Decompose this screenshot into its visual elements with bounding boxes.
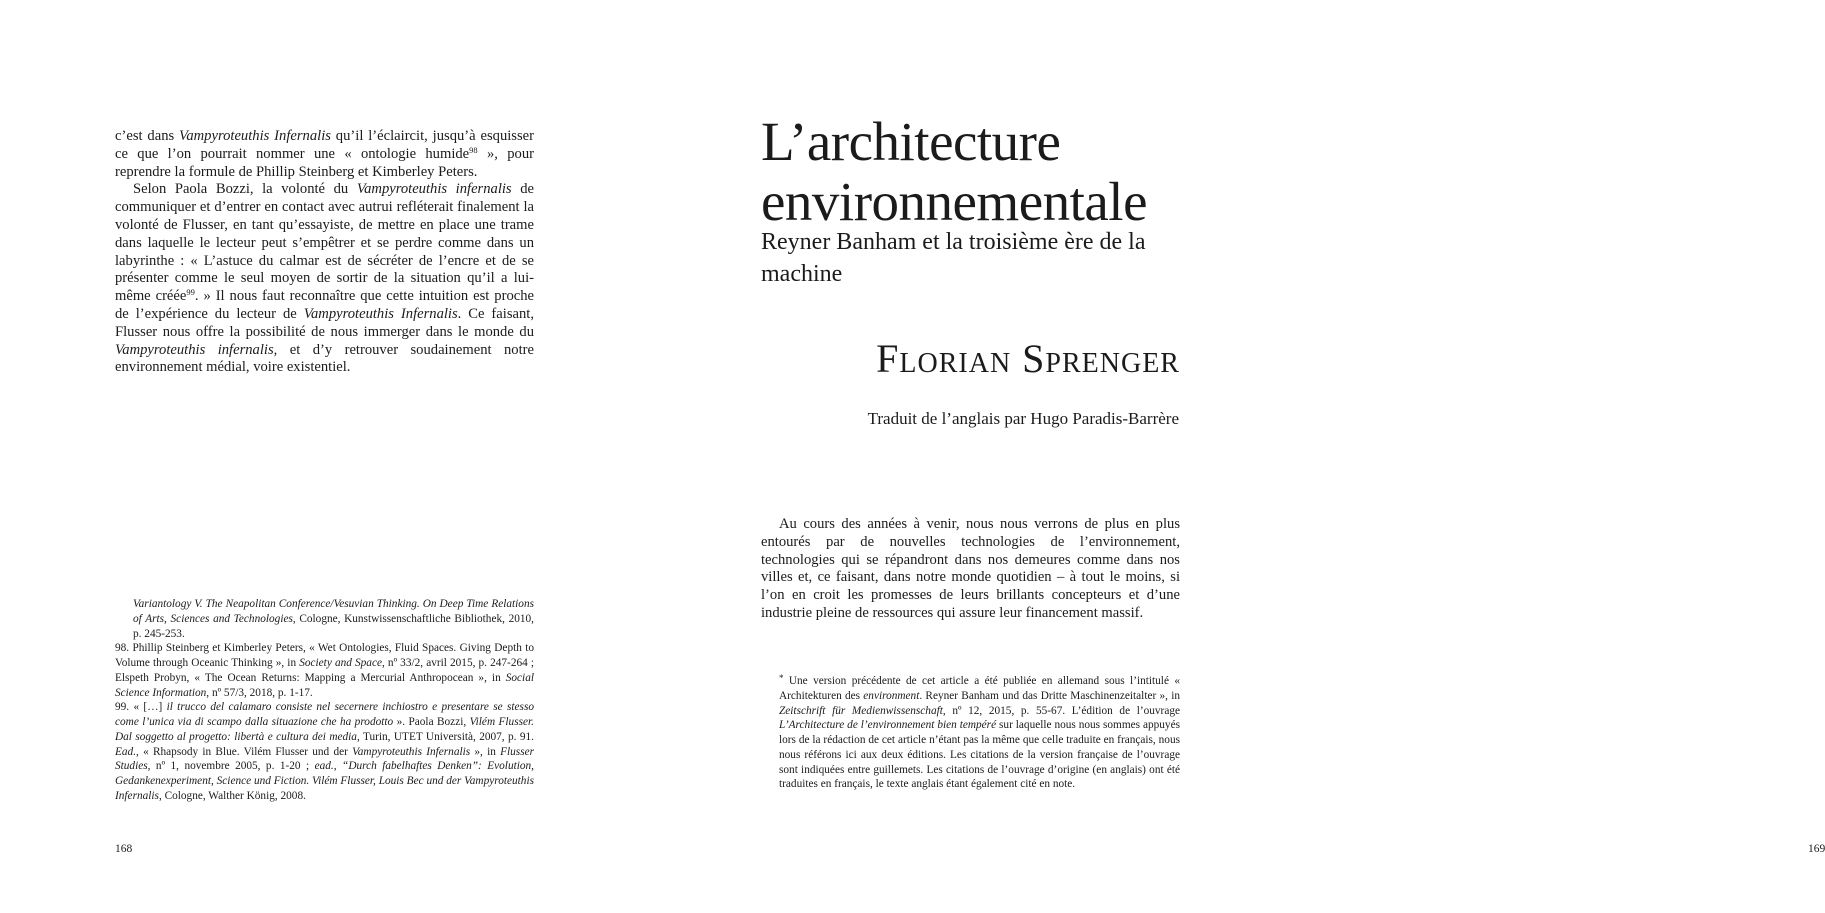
italic-run: Zeitschrift für Medienwissenschaft (779, 704, 943, 717)
italic-run: Vampyroteuthis Infernalis (179, 128, 331, 144)
text-run: , nº 33/2, avril 2015, p. 247-264 ; Elspeth Probyn, « The Ocean Returns: Mapping a Mercurial Anthropocean », in (115, 657, 535, 684)
text-run: , (333, 760, 343, 773)
footnote-ref: 99 (186, 287, 195, 298)
text-run: », pour reprendre la formule de Phillip Steinberg et Kimberley Peters. (115, 145, 534, 180)
text-run: , et d’y retrouver soudainement notre environnement médial, voire existentiel. (115, 341, 534, 376)
text-run: c’est dans (115, 128, 180, 144)
text-run: », in (470, 745, 501, 758)
italic-run: Vampyroteuthis Infernalis (352, 745, 471, 758)
text-run: , Turin, UTET Università, 2007, p. 91. (356, 730, 534, 743)
text-run: , nº 57/3, 2018, p. 1-17. (206, 686, 313, 699)
italic-run: Vampyroteuthis Infernalis (303, 305, 458, 322)
italic-run: Vampyroteuthis infernalis (356, 181, 512, 198)
text-run: de communiquer et d’entrer en contact avec autrui refléterait finalement la volonté de Flusser, en tant qu’essayiste, de mettre en place une trame dans laquelle le lecteur peut s’empêtrer et se perdre comme dans un labyrinthe : « L’astuce du calmar est de sécréter de l’encre et de se présenter comme le seul moyen de sortir de la situation qu’il a lui-même créée (115, 181, 534, 305)
italic-run: “Durch fabelhaftes Denken”: Evolution, Gedankenexperiment, Science und Fiction. Vilém Flusser, Louis Bec und der Vampyroteuthis Infernalis (115, 760, 534, 802)
italic-run: Vampyroteuthis infernalis (115, 341, 274, 358)
left-page (0, 0, 646, 913)
italic-run: Vilém Flusser. Dal soggetto al progetto: libertà e cultura dei media (115, 716, 534, 743)
article-note (779, 671, 1180, 792)
italic-run: Social Science Information (115, 671, 534, 699)
italic-run: ead. (314, 760, 334, 773)
text-run: 99. « […] (115, 701, 167, 714)
text-run: , nº 1, novembre 2005, p. 1-20 ; (147, 760, 315, 773)
text-run: ». Paola Bozzi, (393, 716, 470, 728)
right-body-text (761, 516, 1180, 623)
right-page (646, 0, 1825, 913)
page-number-left: 168 (115, 843, 133, 855)
article-title: L’architecture environnementale (761, 111, 1147, 232)
text-run: qu’il l’éclaircit, jusqu’à esquisser ce que l’on pourrait nommer une « ontologie humide (115, 128, 535, 162)
text-run: , Cologne, Kunstwissenschaftliche Bibliothek, 2010, p. 245-253. (133, 612, 534, 640)
italic-run: Society and Space (299, 657, 382, 669)
left-body-text (115, 128, 534, 377)
translator-credit: Traduit de l’anglais par Hugo Paradis-Barrère (867, 409, 1179, 428)
left-paragraph-1 (115, 128, 534, 181)
footnote-98 (115, 641, 534, 700)
text-run: Selon Paola Bozzi, la volonté du (133, 181, 357, 198)
italic-run: il trucco del calamaro consiste nel secernere inchiostro e presentare se stesso come l’unica via di scampo dalla situazione che ha prodotto (115, 701, 534, 728)
text-run: * (779, 673, 784, 683)
footnote-continued (133, 597, 534, 641)
text-run: . » Il nous faut reconnaître que cette intuition est proche de l’expérience du lecteur de (115, 288, 534, 322)
text-run: sur laquelle nous nous sommes appuyés lors de la rédaction de cet article n’étant pas la même que celle traduite en français, nous nous référons ici aux deux éditions. Les citations de la version française de l’ouvrage sont indiquées entre guillemets. Les citations de l’ouvrage d’origine (en anglais) ont été traduites en français, le texte anglais étant également cité en note. (779, 719, 1180, 791)
italic-run: Variantology V. The Neapolitan Conference/Vesuvian Thinking. On Deep Time Relations of Arts, Sciences and Technologies (133, 598, 534, 625)
text-run: , nº 12, 2015, p. 55-67. L’édition de l’ouvrage (942, 704, 1180, 717)
italic-run: L’Architecture de l’environnement bien tempéré (779, 719, 997, 732)
left-paragraph-2 (115, 181, 534, 377)
text-run: Une version précédente de cet article a été publiée en allemand sous l’intitulé « Architekturen des (779, 675, 1180, 702)
italic-run: environment (863, 689, 920, 702)
italic-run: Ead. (115, 745, 137, 758)
footnote-ref: 98 (469, 144, 478, 155)
italic-run: Flusser Studies (115, 745, 535, 773)
footnote-star (779, 671, 1180, 792)
text-run: , Cologne, Walther König, 2008. (158, 789, 306, 802)
author-name: Florian Sprenger (876, 336, 1180, 381)
left-footnotes (115, 597, 535, 804)
article-subtitle: Reyner Banham et la troisième ère de la machine (761, 229, 1146, 287)
right-paragraph-1 (761, 516, 1180, 623)
footnote-99 (115, 700, 534, 803)
text-run: Au cours des années à venir, nous nous verrons de plus en plus entourés par de nouvelles technologies de l’environnement, technologies qui se répandront dans nos demeures comme dans nos villes et, ce faisant, dans notre monde quotidien – à tout le moins, si l’on en croit les promesses de leurs brillants concepteurs et d’une industrie pleine de ressources qui assure leur financement massif. (761, 516, 1180, 621)
text-run: , « Rhapsody in Blue. Vilém Flusser und der (136, 745, 353, 758)
text-run: . Ce faisant, Flusser nous offre la possibilité de nous immerger dans le monde du (115, 305, 534, 340)
text-run: . Reyner Banham und das Dritte Maschinenzeitalter », in (919, 689, 1180, 702)
page-number-right: 169 (1808, 843, 1825, 855)
text-run: 98. Phillip Steinberg et Kimberley Peters, « Wet Ontologies, Fluid Spaces. Giving Depth to Volume through Oceanic Thinking », in (115, 642, 534, 669)
